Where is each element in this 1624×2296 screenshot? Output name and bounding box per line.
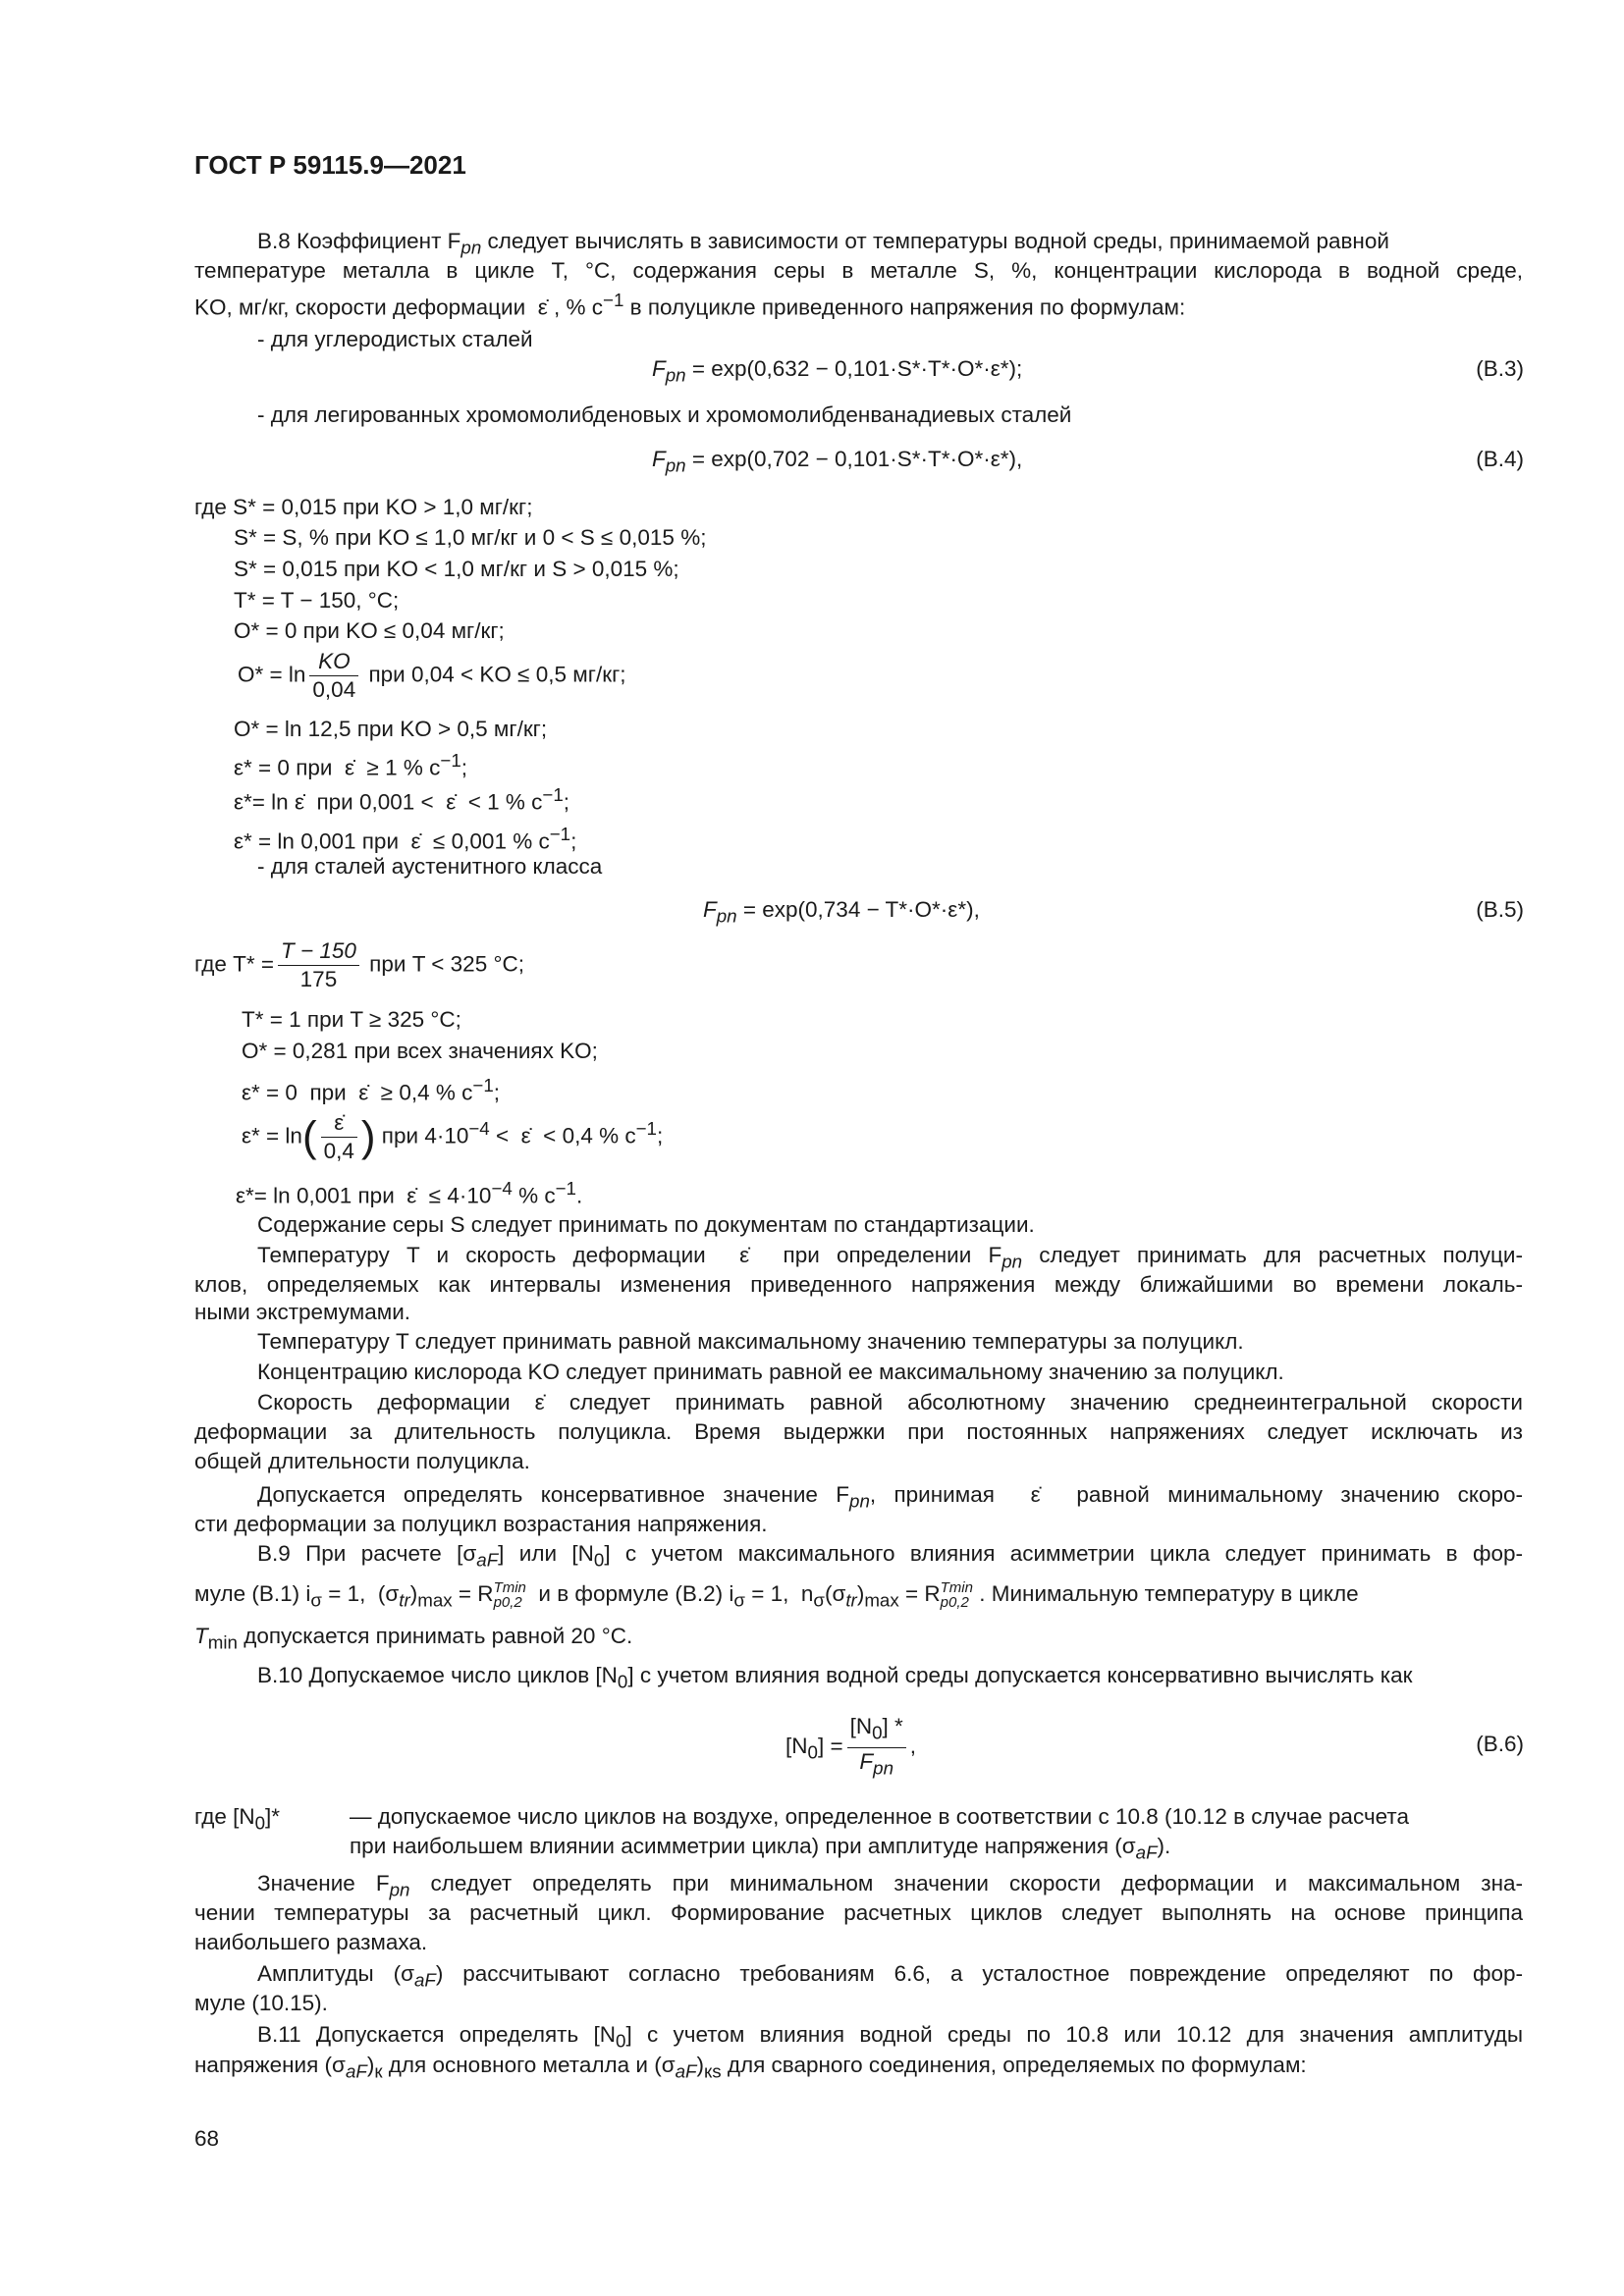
formula-b5: $F_{pn} = \exp(0,734 - T*\cdot O*\cdot\varepsilon*)$, bbox=[703, 897, 980, 927]
paragraph-value-line1: Значение $F_{pn}$ следует определять при минимальном значении скорости деформации и максимальном зна- bbox=[257, 1871, 1523, 1900]
paragraph-amplitude-line2: муле (10.15). bbox=[194, 1991, 328, 2015]
where-line: ε* = 0 при ε̇ ≥ 0,4 % $с^{-1}$; bbox=[242, 1075, 501, 1105]
paragraph-b10: В.10 Допускаемое число циклов $[N_0]$ с учетом влияния водной среды допускается консервативно вычислять как bbox=[257, 1663, 1413, 1692]
where-line: ε* = ln 0,001 при ε̇ ≤ 0,001 % $с^{-1}$; bbox=[234, 824, 577, 854]
paragraph-ko: Концентрацию кислорода KO следует принимать равной ее максимальному значению за полуцикл. bbox=[257, 1360, 1284, 1384]
paragraph-sulfur: Содержание серы S следует принимать по документам по стандартизации. bbox=[257, 1212, 1035, 1237]
paragraph-b9-line3: $T_{min}$ допускается принимать равной 20 °С. bbox=[194, 1624, 633, 1653]
alloy-steel-label: - для легированных хромомолибденовых и хромомолибденванадиевых сталей bbox=[257, 402, 1072, 427]
paragraph-b9-line1: В.9 При расчете $[\sigma_{aF}]$ или $[N_0]$ с учетом максимального влияния асимметрии цикла следует принимать в фор- bbox=[257, 1541, 1523, 1571]
paragraph-rate-line1: Скорость деформации ε̇ следует принимать равной абсолютному значению среднеинтегральной скорости bbox=[257, 1390, 1523, 1415]
where-line: ε*= ln 0,001 при ε̇ ≤ $4\cdot 10^{-4}$ % $с^{-1}$. bbox=[236, 1178, 583, 1208]
formula-b3: $F_{pn} = \exp(0,632 - 0,101\cdot S*\cdot T*\cdot O*\cdot\varepsilon*)$; bbox=[652, 356, 1023, 386]
paragraph-temperature-line1: Температуру T и скорость деформации ε̇ при определении $F_{pn}$ следует принимать для расчетных полуци- bbox=[257, 1243, 1523, 1272]
paragraph-b11-line2: напряжения $(\sigma_{aF})_к$ для основного металла и $(\sigma_{aF})_{кs}$ для сварного соединения, определяемых по формулам: bbox=[194, 2053, 1307, 2082]
where-line: ε* = 0 при ε̇ ≥ 1 % $с^{-1}$; bbox=[234, 750, 468, 780]
where-n0-term: где $[N_0]*$ bbox=[194, 1804, 281, 1834]
paragraph-temperature-line2: клов, определяемых как интервалы изменения приведенного напряжения между ближайшими во времени локаль- bbox=[194, 1272, 1523, 1297]
paragraph-rate-line3: общей длительности полуцикла. bbox=[194, 1449, 530, 1473]
where-n0-definition-line1: — допускаемое число циклов на воздухе, определенное в соответствии с 10.8 (10.12 в случае расчета bbox=[350, 1804, 1410, 1829]
where-line: где S* = 0,015 при KO > 1,0 мг/кг; bbox=[194, 495, 533, 519]
equation-number-b4: (В.4) bbox=[1476, 447, 1524, 471]
formula-t-frac: где T* = $\frac{T - 150}{175}$ при T < 325 °С; bbox=[194, 938, 524, 991]
where-line: O* = ln 12,5 при KO > 0,5 мг/кг; bbox=[234, 717, 548, 741]
formula-b4: $F_{pn} = \exp(0,702 - 0,101\cdot S*\cdot T*\cdot O*\cdot\varepsilon*)$, bbox=[652, 447, 1023, 476]
where-line: T* = 1 при T ≥ 325 °С; bbox=[242, 1007, 461, 1032]
paragraph-value-line3: наибольшего размаха. bbox=[194, 1930, 428, 1954]
paragraph-value-line2: чении температуры за расчетный цикл. Формирование расчетных циклов следует выполнять на основе принципа bbox=[194, 1900, 1523, 1925]
where-line: O* = 0,281 при всех значениях KO; bbox=[242, 1039, 598, 1063]
paragraph-rate-line2: деформации за длительность полуцикла. Время выдержки при постоянных напряжениях следует исключать из bbox=[194, 1419, 1523, 1444]
paragraph-b8-line1: В.8 Коэффициент $F_{pn}$ следует вычислять в зависимости от температуры водной среды, принимаемой равной bbox=[257, 229, 1389, 258]
where-n0-definition-line2: при наибольшем влиянии асимметрии цикла) при амплитуде напряжения $(\sigma_{aF})$. bbox=[350, 1834, 1171, 1863]
document-header-code: ГОСТ Р 59115.9—2021 bbox=[194, 150, 466, 180]
formula-o-ln: O* = ln $\frac{KO}{0,04}$ при 0,04 < KO ≤ 0,5 мг/кг; bbox=[238, 649, 626, 702]
equation-number-b5: (В.5) bbox=[1476, 897, 1524, 922]
where-line: S* = 0,015 при KO < 1,0 мг/кг и S > 0,015 %; bbox=[234, 557, 679, 581]
austenitic-steel-label: - для сталей аустенитного класса bbox=[257, 854, 603, 879]
paragraph-conservative-line2: сти деформации за полуцикл возрастания напряжения. bbox=[194, 1512, 768, 1536]
page-number: 68 bbox=[194, 2126, 220, 2151]
paragraph-b9-line2: муле (В.1) $i_\sigma = 1$, $(\sigma_{tr})_{max} = RTmin$ p0,2 и в формуле (В.2) $i_\sigma = 1$, $n_\sigma(\sigma_{tr})_{max} = RTmin$ p0,2 . Минимальную температуру в цикле bbox=[194, 1579, 1359, 1612]
where-line: S* = S, % при KO ≤ 1,0 мг/кг и 0 < S ≤ 0,015 %; bbox=[234, 525, 707, 550]
formula-eps-ln: ε* = ln( $\frac{\varepsiloṅ}{0,4}$ ) при $4\cdot 10^{-4}$ < ε̇ < 0,4 % $с^{-1}$; bbox=[242, 1110, 664, 1163]
where-line: O* = 0 при KO ≤ 0,04 мг/кг; bbox=[234, 618, 505, 643]
equation-number-b3: (В.3) bbox=[1476, 356, 1524, 381]
paragraph-b8-line3: KO, мг/кг, скорости деформации ε̇ , % $с^{-1}$ в полуцикле приведенного напряжения по формулам: bbox=[194, 290, 1186, 320]
paragraph-tmax: Температуру T следует принимать равной максимальному значению температуры за полуцикл. bbox=[257, 1329, 1244, 1354]
equation-number-b6: (В.6) bbox=[1476, 1732, 1524, 1756]
paragraph-b8-line2: температуре металла в цикле T, °С, содержания серы в металле S, %, концентрации кислорода в водной среде, bbox=[194, 258, 1523, 283]
paragraph-temperature-line3: ными экстремумами. bbox=[194, 1300, 411, 1324]
paragraph-b11-line1: В.11 Допускается определять $[N_0]$ с учетом влияния водной среды по 10.8 или 10.12 для значения амплитуды bbox=[257, 2022, 1524, 2052]
carbon-steel-label: - для углеродистых сталей bbox=[257, 327, 533, 351]
where-line: ε*= ln ε̇ при 0,001 < ε̇ < 1 % $с^{-1}$; bbox=[234, 784, 570, 815]
formula-b6: $[N_0]$ = $\frac{[N_0] *}{F_{pn}}$ , bbox=[785, 1714, 917, 1778]
where-line: T* = T − 150, °С; bbox=[234, 588, 400, 613]
paragraph-amplitude-line1: Амплитуды $(\sigma_{aF})$ рассчитывают согласно требованиям 6.6, а усталостное повреждение определяют по фор- bbox=[257, 1961, 1523, 1991]
paragraph-conservative-line1: Допускается определять консервативное значение $F_{pn}$, принимая ε̇ равной минимальному значению скоро- bbox=[257, 1482, 1523, 1512]
